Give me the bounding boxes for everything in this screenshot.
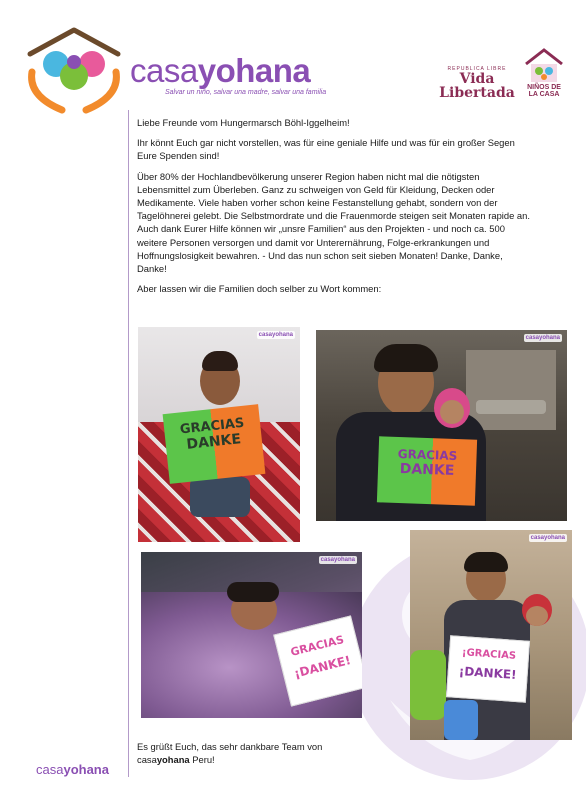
partner-logo-vida-libertada (438, 66, 516, 102)
green-bag (410, 650, 446, 720)
photo-badge: casayohana (530, 535, 565, 541)
photo-badge: casayohana (258, 332, 293, 338)
sign-bottom-text: ¡DANKE! (292, 653, 353, 681)
letter-greeting: Liebe Freunde vom Hungermarsch Böhl-Iggelheim! (137, 117, 350, 128)
baby-face (526, 606, 548, 626)
letter-body (137, 116, 532, 302)
photo-boy-with-sign (138, 327, 300, 542)
sign-gracias-danke-2 (377, 436, 477, 505)
kitchen-wall (466, 350, 556, 430)
brand-casa: casa (130, 52, 198, 89)
sign-bottom-text: ¡DANKE! (458, 663, 517, 682)
closing-brand-casa: casa (137, 754, 157, 765)
casayohana-logo-icon (22, 24, 126, 114)
photo-woman-with-baby (316, 330, 567, 521)
sign-top-text: ¡GRACIAS (461, 647, 517, 662)
kitchen-shelf (476, 400, 546, 414)
closing-line-2 (137, 753, 407, 766)
sign-top-text: GRACIAS (289, 633, 346, 659)
footer-casa: casa (36, 762, 64, 777)
letter-closing (137, 740, 407, 766)
sign-top-text: GRACIAS (397, 446, 458, 464)
sign-bottom-text: DANKE (399, 461, 455, 479)
footer-logo (36, 762, 109, 777)
brand-wordmark (130, 52, 310, 90)
blue-bucket (444, 700, 478, 740)
letter-paragraph-3: Aber lassen wir die Familien doch selber zu Wort kommen: (137, 283, 382, 295)
child-legs (190, 477, 250, 517)
partner-logo-ninos (522, 46, 566, 102)
child-hair (227, 582, 279, 602)
partner-logo-top: REPUBLICA LIBRE (447, 66, 507, 72)
brand-yohana: yohana (197, 52, 311, 89)
letter-paragraph-2: Über 80% der Hochlandbevölkerung unserer Region haben nicht mal die nötigsten Lebensmittel zum Überleben. Ganz zu schweigen von Geld für Kleidung, Decken oder Medikamente. Viele haben vorher schon keine Festanstellung gehabt, sondern von der Tagelöhnerei gelebt. Die Selbstmordrate und die Frauenmorde steigen seit Monaten rapide an. Auch dank Eurer Hilfe können wir „unsre Familien“ aus den Projekten - und noch ca. 500 weitere Personen versorgen und damit vor Unterernährung, Folge-erkrankungen und Hoffnungslosigkeit bewahren. - Und das nun schon seit sieben Monaten! Danke, Danke, Danke! (137, 170, 530, 275)
closing-suffix: Peru! (189, 754, 215, 765)
brand-tagline: Salvar un niño, salvar una madre, salvar una familia (165, 89, 327, 96)
closing-line-1: Es grüßt Euch, das sehr dankbare Team von (137, 741, 323, 752)
partner-logo-main: Vida Libertada (439, 71, 515, 101)
child-hair (202, 351, 238, 371)
photo-badge: casayohana (320, 557, 355, 563)
baby-face (440, 400, 464, 424)
woman-hair (374, 344, 438, 372)
sign-bottom-text: DANKE (185, 431, 242, 453)
sign-gracias-danke (163, 404, 266, 484)
sign-gracias-danke-4 (446, 635, 530, 702)
woman-hair (464, 552, 508, 572)
house-icon (522, 46, 566, 84)
photo-woman-outdoors-with-baby (410, 530, 572, 740)
closing-brand-yohana: yohana (156, 754, 190, 765)
letter-paragraph-1: Ihr könnt Euch gar nicht vorstellen, was für eine geniale Hilfe und was für ein großer Segen Eure Spenden sind! (137, 137, 515, 162)
left-margin-rule (128, 110, 129, 777)
sign-top-text: GRACIAS (179, 415, 246, 438)
photo-badge: casayohana (525, 335, 560, 341)
photo-child-lying-with-sign (141, 552, 362, 718)
partner-logo-label: NIÑOS DE LA CASA (527, 84, 561, 98)
footer-yohana: yohana (63, 762, 109, 777)
